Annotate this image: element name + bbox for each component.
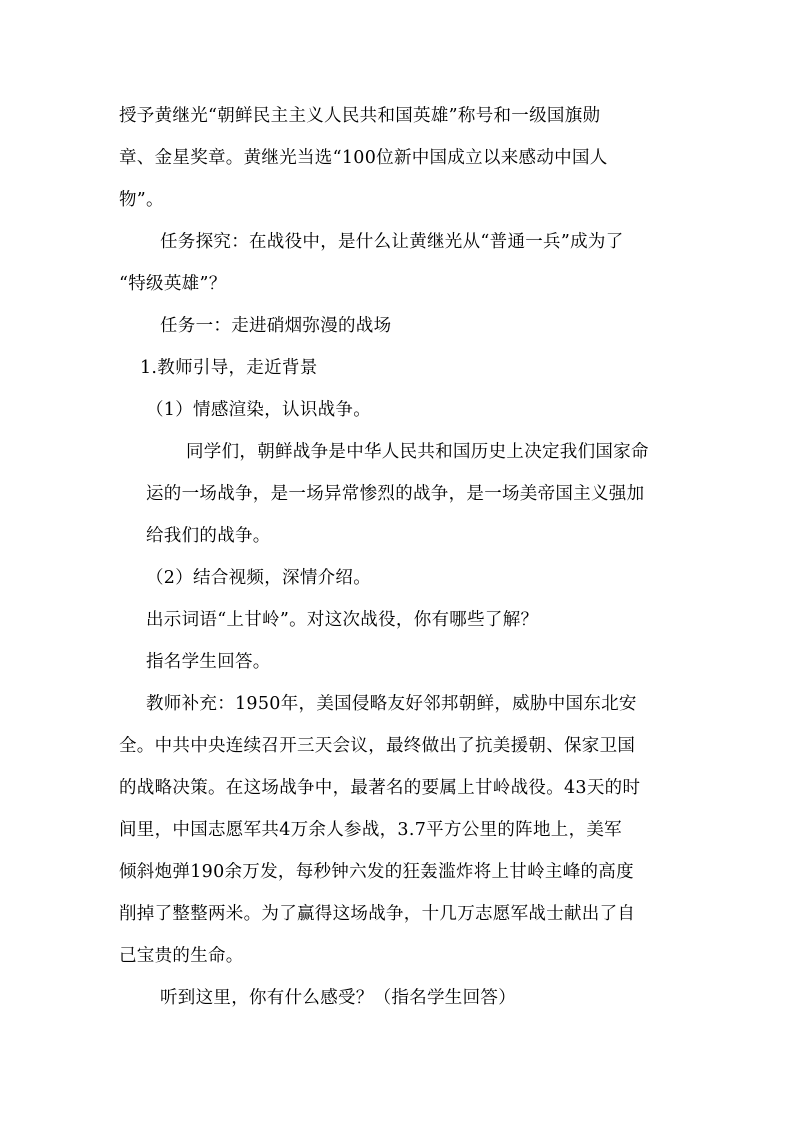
- text-line: 的战略决策。在这场战争中，最著名的要属上甘岭战役。43天的时: [119, 778, 641, 798]
- text-line: 间里，中国志愿军共4万余人参战，3.7平方公里的阵地上，美军: [119, 820, 622, 840]
- text-line: 倾斜炮弹190余万发，每秒钟六发的狂轰滥炸将上甘岭主峰的高度: [119, 862, 634, 882]
- text-line: （2）结合视频，深情介绍。: [146, 568, 372, 588]
- text-line: 全。中共中央连续召开三天会议，最终做出了抗美援朝、保家卫国: [119, 736, 636, 756]
- text-line: 物”。: [119, 190, 164, 210]
- text-line: 削掉了整整两米。为了赢得这场战争，十几万志愿军战士献出了自: [119, 904, 636, 924]
- text-line: 出示词语“上甘岭”。对这次战役，你有哪些了解？: [146, 610, 539, 630]
- text-line: 1.教师引导，走近背景: [140, 358, 318, 378]
- text-line: 听到这里，你有什么感受？（指名学生回答）: [160, 988, 516, 1008]
- text-line: “特级英雄”？: [119, 274, 227, 294]
- text-line: 任务探究：在战役中，是什么让黄继光从“普通一兵”成为了: [160, 232, 624, 252]
- text-line: 教师补充：1950年，美国侵略友好邻邦朝鲜，威胁中国东北安: [146, 694, 637, 714]
- text-line: 己宝贵的生命。: [119, 946, 244, 966]
- text-line: 授予黄继光“朝鲜民主主义人民共和国英雄”称号和一级国旗勋: [119, 106, 601, 126]
- text-line: 运的一场战争，是一场异常惨烈的战争，是一场美帝国主义强加: [146, 484, 645, 504]
- text-line: 任务一：走进硝烟弥漫的战场: [160, 316, 392, 336]
- text-line: 章、金星奖章。黄继光当选“100位新中国成立以来感动中国人: [119, 148, 608, 168]
- text-line: 指名学生回答。: [146, 652, 271, 672]
- text-line: 给我们的战争。: [146, 526, 271, 546]
- text-line: （1）情感渲染，认识战争。: [146, 400, 372, 420]
- text-line: 同学们，朝鲜战争是中华人民共和国历史上决定我们国家命: [186, 442, 649, 462]
